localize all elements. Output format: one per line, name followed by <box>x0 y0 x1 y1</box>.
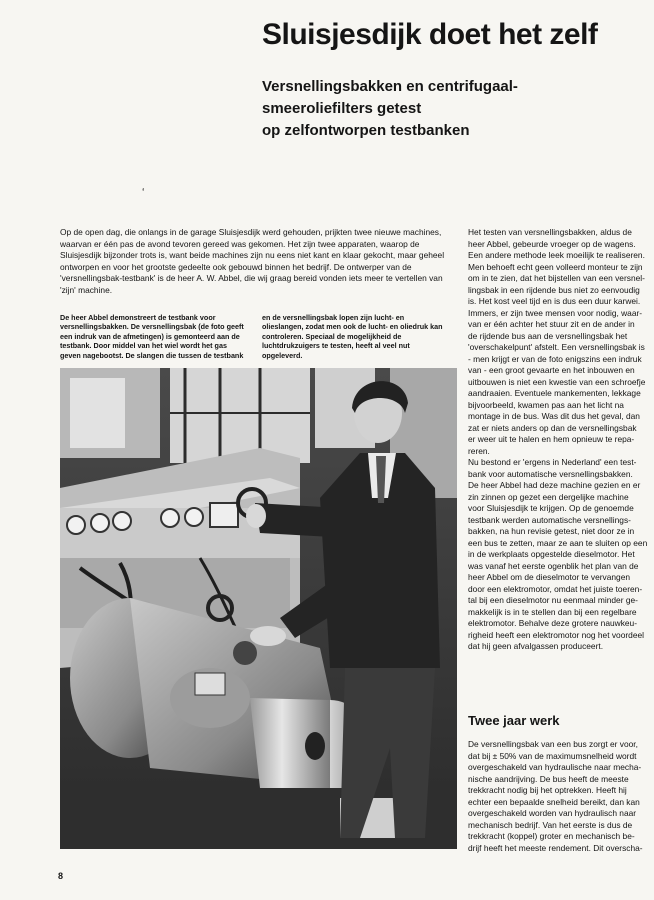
text-line: elektromotor. Behalve deze grotere nauwkeu- <box>468 618 637 628</box>
text-line: Een andere methode leek moeilijk te realiseren. <box>468 250 645 260</box>
text-line: dat bij ± 50% van de maximumsnelheid wordt <box>468 750 637 761</box>
text-line: montage in de bus. Was dit dus het geval, dan <box>468 411 640 421</box>
print-mark: ʻ <box>142 187 145 199</box>
text-line: in de werkplaats opgestelde dieselmotor. Het <box>468 549 635 559</box>
right-column-text <box>468 227 654 653</box>
text-line: er weer uit te halen en hem opnieuw te repa- <box>468 434 635 444</box>
text-line: door een elektromotor, omdat het juiste toeren- <box>468 583 643 594</box>
text-line: De heer Abbel had deze machine gezien en er <box>468 480 641 490</box>
text-line: bakken, na hun revisie getest, niet door ze in <box>468 526 635 536</box>
text-line: mechanisch bedrijf. Van het eerste is dus de <box>468 819 633 830</box>
text-line: overgeschakeld worden van hydraulisch naar <box>468 808 637 818</box>
text-line: testbank werden automatische versnellings- <box>468 514 631 525</box>
text-line: heer Abbel, gebeurde vroeger op de wagens. <box>468 238 636 249</box>
text-line: reren. <box>468 445 490 456</box>
section-heading: Twee jaar werk <box>468 713 560 728</box>
text-line: van - een groot gevaarte en het inbouwen en <box>468 365 635 375</box>
photo-caption-left: De heer Abbel demonstreert de testbank voor versnellingsbakken. De versnellingsbak (de foto geeft een indruk van de afmetingen) is gemonteerd aan de testbank. Door middel van het wiel wordt het gas geven nagebootst. De slangen die tussen de testbank <box>60 313 244 360</box>
text-line: om in te zien, dat het bijstellen van een versnel- <box>468 273 645 283</box>
text-line: uitbouwen is niet een kwestie van een schroefje <box>468 376 646 387</box>
text-line: van er één achter het stuur zit en de ander in <box>468 319 635 329</box>
photo-test-bench <box>60 368 457 849</box>
text-line: Immers, er zijn twee mensen voor nodig, waar- <box>468 307 643 318</box>
text-line: nische aandrijving. De bus heeft de meeste <box>468 773 629 784</box>
text-line: aandraaien. Eventuele mankementen, lekkage <box>468 388 641 398</box>
section-text <box>468 739 654 854</box>
text-line: righeid heeft een elektromotor nog het voordeel <box>468 629 644 640</box>
text-line: is. Het kost veel tijd en is dus een duur karwei. <box>468 296 641 306</box>
text-line: trekkracht (koppel) groter en mechanisch be- <box>468 831 635 841</box>
text-line: de rijdende bus aan de versnellingsbak het <box>468 330 628 341</box>
subtitle-line: Versnellingsbakken en centrifugaal- <box>262 78 518 95</box>
text-line: zat er niets anders op dan de versnellingsbak <box>468 422 637 433</box>
text-line: bank voor automatische versnellingsbakken. <box>468 468 633 479</box>
text-line: makkelijk is in te stellen dan bij een regelbare <box>468 606 637 617</box>
text-line: overgeschakeld van hydraulische naar mecha- <box>468 762 642 772</box>
article-title: Sluisjesdijk doet het zelf <box>262 18 598 51</box>
text-line: zin zinnen op gezet een dergelijke machine <box>468 491 629 502</box>
text-line: 'overschakelpunt' afstelt. Een versnellingsbak is <box>468 342 645 352</box>
page-number: 8 <box>58 871 64 881</box>
photo-caption-right: en de versnellingsbak lopen zijn lucht- en olieslangen, zodat men ook de lucht- en oliedruk kan controleren. Speciaal de mogelijkheid de luchtdrukzuigers te testen, heeft al veel nut opgeleverd. <box>262 313 443 360</box>
article-subtitle <box>262 76 634 142</box>
text-line: Men behoeft echt geen volleerd monteur te zijn <box>468 261 643 272</box>
subtitle-line: op zelfontworpen testbanken <box>262 122 470 139</box>
text-line: tal bij een dieselmotor nu eenmaal minder ge- <box>468 595 638 605</box>
text-line: - men krijgt er van de foto enigszins een indruk <box>468 353 642 364</box>
text-line: Nu bestond er 'ergens in Nederland' een test- <box>468 457 637 467</box>
text-line: drijf heeft het meeste rendement. Dit overscha- <box>468 842 643 853</box>
subtitle-line: smeeroliefilters getest <box>262 100 422 117</box>
text-line: een bus te zetten, maar ze aan te sluiten op een <box>468 537 648 548</box>
text-line: echter een bepaalde snelheid bereikt, dan kan <box>468 796 640 807</box>
text-line: lingsbak in een rijdende bus niet zo eenvoudig <box>468 284 640 295</box>
intro-paragraph: Op de open dag, die onlangs in de garage Sluisjesdijk werd gehouden, prijkten twee nieuwe machines, waarvan er één pas de avond tevoren gereed was gekomen. Het zijn twee apparaten, waarop de Sluisjesdijk bijzonder trots is, want beide machines zijn nu eens niet kant en klaar gekocht, maar geheel ontworpen en voor het grootste gedeelte ook gebouwd binnen het bedrijf. De ontwerper van de 'versnellingsbak-testbank' is de heer A. W. Abbel, die wij graag bereid vonden iets meer te vertellen van 'zijn' machine. <box>60 227 445 295</box>
text-line: dat hij geen afvalgassen produceert. <box>468 641 604 651</box>
text-line: bijvoorbeeld, kwamen pas aan het licht na <box>468 399 624 410</box>
text-line: De versnellingsbak van een bus zorgt er voor, <box>468 739 638 749</box>
text-line: heer Abbel om de dieselmotor te vervangen <box>468 572 631 582</box>
text-line: voor Sluisjesdijk te krijgen. Op de genoemde <box>468 503 634 513</box>
text-line: Het testen van versnellingsbakken, aldus de <box>468 227 632 237</box>
text-line: trekkracht nodig bij het optrekken. Heeft hij <box>468 785 627 795</box>
text-line: was vanaf het eerste ogenblik het plan van de <box>468 560 639 571</box>
